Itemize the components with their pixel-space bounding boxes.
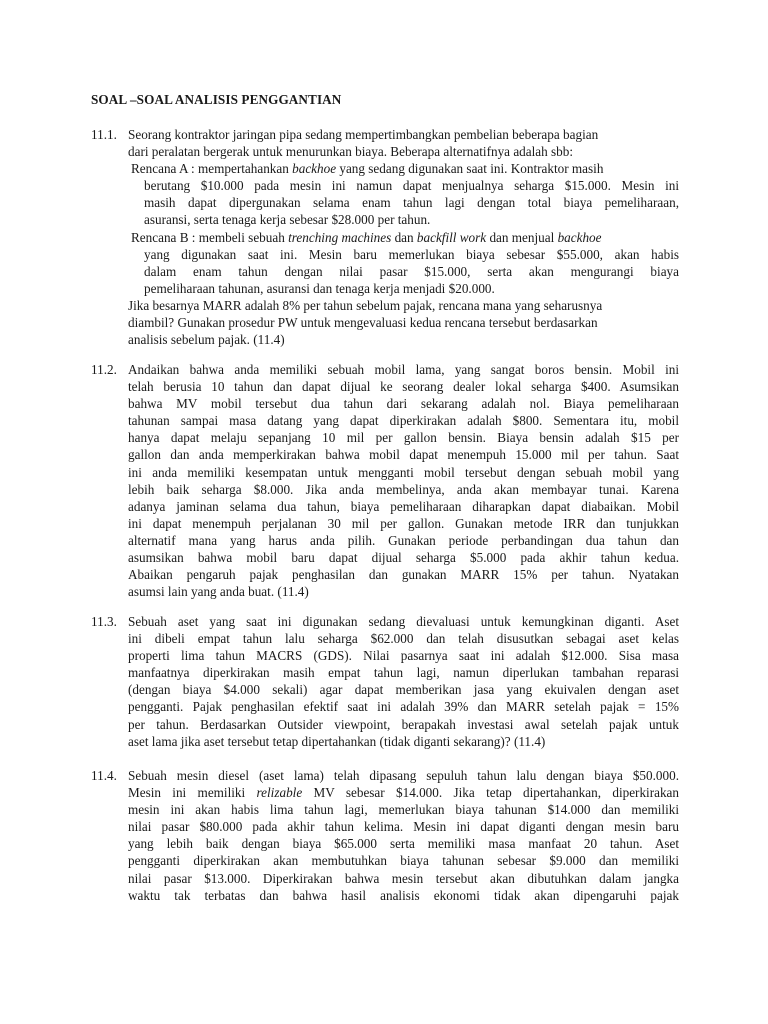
text-fragment: Rencana B : membeli sebuah [131, 229, 289, 245]
text-line: ini dibeli empat tahun lalu seharga $62.000 dan telah disusutkan sebagai aset kelas [128, 631, 679, 647]
text-line: alternatif mana yang harus anda pilih. Gunakan periode perbandingan dua tahun dan [128, 532, 679, 548]
text-line [131, 160, 679, 177]
problem-number: 11.2. [91, 362, 117, 377]
text-fragment: Rencana A : mempertahankan [131, 161, 293, 177]
problem-number: 11.4. [91, 768, 117, 783]
text-line: tahunan sampai masa datang yang dapat diperkirakan adalah $800. Sementara itu, mobil [128, 413, 679, 429]
text-line: manfaatnya diperkirakan masih empat tahun lagi, namun diperlukan tambahan reparasi [128, 665, 679, 681]
text-line: Abaikan pengaruh pajak penghasilan dan gunakan MARR 15% per tahun. Nyatakan [128, 567, 679, 583]
problem-body [128, 767, 679, 904]
italic-term: backfill work [416, 229, 487, 245]
problem-11-4 [91, 767, 679, 904]
problem-11-2 [91, 361, 679, 600]
text-line: asumsikan bahwa mobil baru dapat dijual seharga $5.000 pada akhir tahun kedua. [128, 550, 679, 566]
problem-number: 11.1. [91, 127, 117, 142]
text-line: asuransi, serta tenaga kerja sebesar $28.000 per tahun. [144, 212, 431, 228]
text-line: per tahun. Berdasarkan Outsider viewpoint, berapakah investasi awal setelah pajak untuk [128, 716, 679, 732]
rencana-b [131, 229, 679, 297]
text-line: pengganti diperkirakan akan membutuhkan biaya tahunan sebesar $9.000 dan memiliki [128, 853, 679, 869]
text-line: asumsi lain yang anda buat. (11.4) [128, 584, 309, 600]
italic-term: trenching machines [288, 229, 392, 245]
problem-body [128, 126, 679, 348]
text-line: mesin ini akan habis lima tahun lagi, memerlukan biaya tahunan $14.000 dan memiliki [128, 802, 679, 818]
text-fragment: Mesin ini memiliki [128, 785, 257, 801]
text-line: masih dapat dipergunakan selama enam tahun lagi dengan total biaya pemeliharaan, [144, 195, 679, 211]
text-line: yang digunakan saat ini. Mesin baru memerlukan biaya sebesar $55.000, akan habis [144, 246, 679, 262]
text-line: gallon dan anda memperkirakan bahwa mobil dapat menempuh 15.000 mil per tahun. Saat [128, 447, 679, 463]
problem-11-1 [91, 126, 679, 348]
text-line: dari peralatan bergerak untuk menurunkan biaya. Beberapa alternatifnya adalah sbb: [128, 144, 574, 160]
text-line: analisis sebelum pajak. (11.4) [128, 332, 285, 348]
text-fragment: MV sebesar $14.000. Jika tetap dipertahankan, diperkirakan [302, 785, 679, 801]
text-fragment: yang sedang digunakan saat ini. Kontraktor masih [336, 161, 604, 177]
italic-term: backhoe [557, 229, 602, 245]
text-line: telah berusia 10 tahun dan dapat dijual ke seorang dealer lokal seharga $400. Asumsikan [128, 379, 679, 395]
text-line: waktu tak terbatas dan bahwa hasil analisis ekonomi tidak akan dipengaruhi pajak [128, 887, 679, 903]
text-line: Sebuah mesin diesel (aset lama) telah dipasang sepuluh tahun lalu dengan biaya $50.000. [128, 768, 679, 783]
text-line: berutang $10.000 pada mesin ini namun dapat menjualnya seharga $15.000. Mesin ini [144, 178, 679, 194]
text-line: diambil? Gunakan prosedur PW untuk mengevaluasi kedua rencana tersebut berdasarkan [128, 315, 598, 331]
text-line: aset lama jika aset tersebut tetap dipertahankan (tidak diganti sekarang)? (11.4) [128, 733, 546, 749]
text-line: Andaikan bahwa anda memiliki sebuah mobil lama, yang sangat boros bensin. Mobil ini [128, 362, 679, 377]
text-line: Sebuah aset yang saat ini digunakan sedang dievaluasi untuk kemungkinan diganti. Aset [128, 614, 679, 629]
page-title: SOAL –SOAL ANALISIS PENGGANTIAN [91, 92, 342, 107]
text-line: Jika besarnya MARR adalah 8% per tahun sebelum pajak, rencana mana yang seharusnya [128, 297, 603, 313]
problem-body [128, 613, 679, 750]
text-line: ini anda memiliki kesempatan untuk mengganti mobil tersebut dengan sebuah mobil yang [128, 464, 679, 480]
problem-number: 11.3. [91, 614, 117, 629]
italic-term: backhoe [292, 161, 337, 177]
text-fragment: dan [391, 229, 417, 245]
text-line: properti lima tahun MACRS (GDS). Nilai pasarnya saat ini adalah $12.000. Sisa masa [128, 648, 679, 664]
text-line: pemeliharaan tahunan, asuransi dan tenaga kerja menjadi $20.000. [144, 280, 495, 296]
text-line: (dengan biaya $4.000 sekali) agar dapat memberikan jasa yang ekuivalen dengan aset [128, 682, 679, 698]
text-line: bahwa MV mobil tersebut dua tahun dari sekarang adalah nol. Biaya pemeliharaan [128, 396, 679, 412]
text-line: dalam enam tahun dengan nilai pasar $15.000, serta akan mengurangi biaya [144, 263, 679, 279]
text-line: nilai pasar $13.000. Diperkirakan bahwa mesin tersebut akan dibutuhkan dalam jangka [128, 870, 679, 886]
rencana-a [131, 160, 679, 228]
text-line: hanya dapat melaju sepanjang 10 mil per gallon bensin. Biaya bensin adalah $15 per [128, 430, 679, 446]
text-line [128, 784, 679, 801]
text-line: yang lebih baik dengan biaya $65.000 serta memiliki masa manfaat 20 tahun. Aset [128, 836, 679, 852]
problem-body [128, 361, 679, 600]
text-fragment: dan menjual [486, 229, 558, 245]
text-line: pengganti. Pajak penghasilan efektif saat ini adalah 39% dan MARR setelah pajak = 15% [128, 699, 679, 715]
text-line: nilai pasar $80.000 pada akhir tahun kelima. Mesin ini dapat diganti dengan mesin baru [128, 819, 679, 835]
italic-term: relizable [256, 785, 303, 801]
problem-11-3 [91, 613, 679, 750]
text-line [131, 229, 679, 246]
text-line: lebih baik seharga $8.000. Jika anda membelinya, anda akan membayar tunai. Karena [128, 481, 679, 497]
text-line: adanya jaminan selama dua tahun, biaya pemeliharaan diharapkan dapat diabaikan. Mobil [128, 498, 679, 514]
text-line: ini dapat menempuh perjalanan 30 mil per gallon. Gunakan metode IRR dan tunjukkan [128, 515, 679, 531]
text-line: Seorang kontraktor jaringan pipa sedang mempertimbangkan pembelian beberapa bagian [128, 127, 599, 142]
